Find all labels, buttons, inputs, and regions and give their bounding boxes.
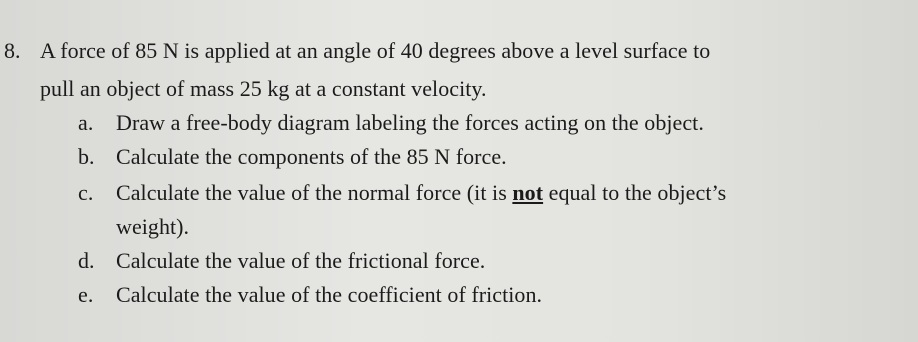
part-b-text: Calculate the components of the 85 N force.: [116, 144, 507, 169]
part-d-text: Calculate the value of the frictional force.: [116, 248, 486, 273]
part-a-label: a.: [78, 110, 94, 135]
part-d-label: d.: [78, 248, 95, 273]
part-c-text-after: equal to the object’s: [543, 180, 727, 205]
part-c: [78, 180, 726, 206]
part-a: [78, 110, 704, 136]
part-c-continuation: weight).: [116, 214, 190, 239]
question-number: 8.: [4, 38, 21, 63]
part-c-label: c.: [78, 180, 94, 205]
part-a-text: Draw a free-body diagram labeling the forces acting on the object.: [116, 110, 704, 135]
question-text-line-2: pull an object of mass 25 kg at a constant velocity.: [40, 76, 487, 101]
part-b: [78, 144, 507, 170]
part-e-label: e.: [78, 282, 94, 307]
part-e: [78, 282, 542, 308]
part-e-text: Calculate the value of the coefficient of friction.: [116, 282, 543, 307]
part-d: [78, 248, 485, 274]
question-text-line-1: A force of 85 N is applied at an angle of 40 degrees above a level surface to: [40, 38, 711, 63]
part-c-text-before: Calculate the value of the normal force (it is: [116, 180, 513, 205]
part-c-emphasis: not: [512, 180, 544, 205]
part-b-label: b.: [78, 144, 95, 169]
